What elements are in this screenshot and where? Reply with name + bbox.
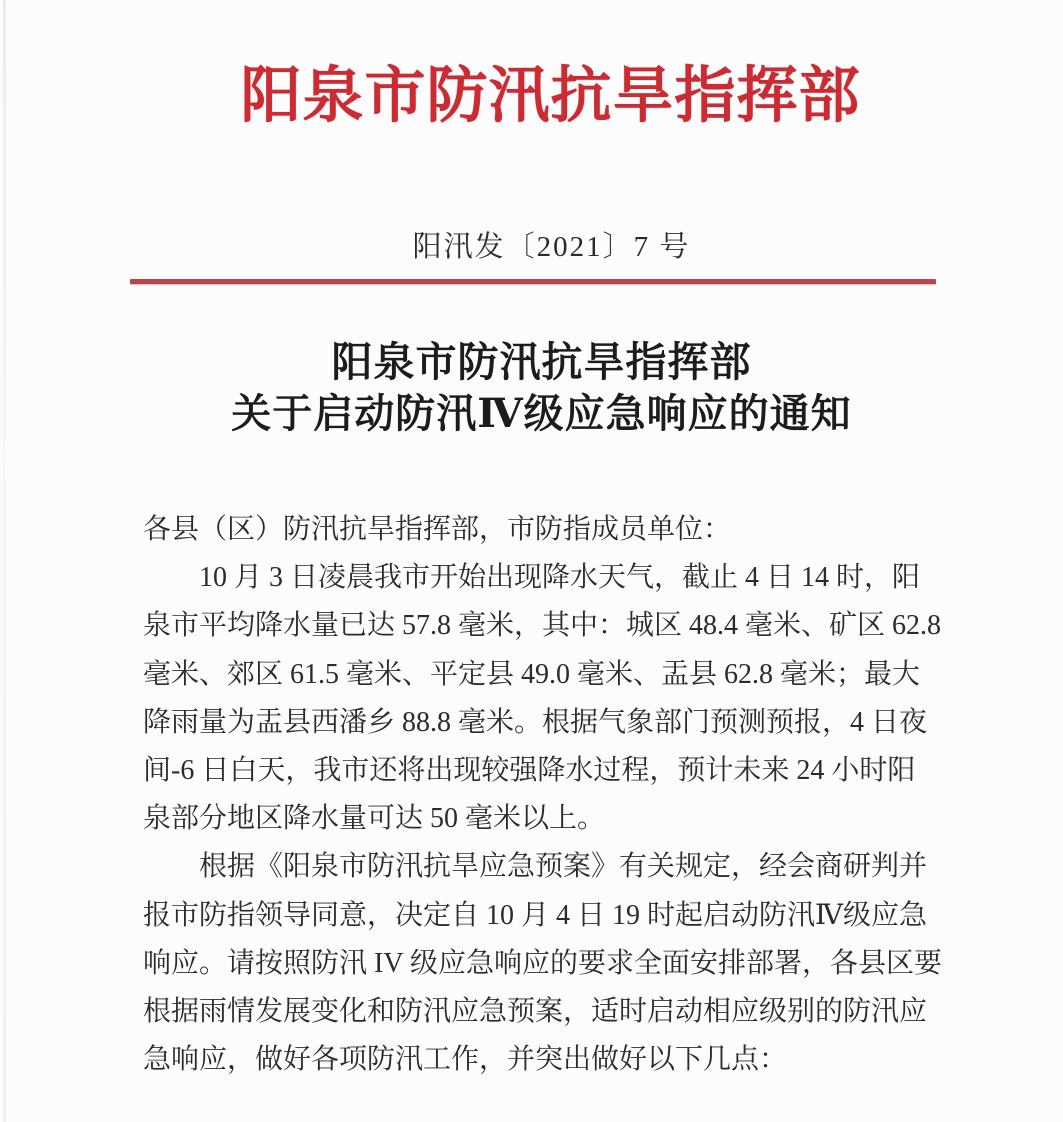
body-line-salutation: 各县（区）防汛抗旱指挥部，市防指成员单位： [143, 514, 732, 545]
body-line: 间-6 日白天，我市还将出现较强降水过程，预计未来 24 小时阳 [143, 755, 916, 787]
notice-title-line2: 关于启动防汛Ⅳ级应急响应的通知 [231, 391, 852, 436]
scan-edge-artifact [3, 0, 6, 1122]
body-line: 降雨量为盂县西潘乡 88.8 毫米。根据气象部门预测预报，4 日夜 [143, 706, 928, 738]
notice-title-line1: 阳泉市防汛抗旱指挥部 [331, 339, 752, 385]
notice-title [10, 336, 1063, 440]
red-divider-line [130, 279, 936, 284]
letterhead-title: 阳泉市防汛抗旱指挥部 [240, 63, 861, 130]
body-line: 报市防指领导同意，决定自 10 月 4 日 19 时起启动防汛Ⅳ级应急 [143, 899, 927, 931]
body-line: 泉市平均降水量已达 57.8 毫米，其中：城区 48.4 毫米、矿区 62.8 [143, 610, 942, 642]
body-line: 毫米、郊区 61.5 毫米、平定县 49.0 毫米、盂县 62.8 毫米；最大 [143, 658, 921, 690]
body-line: 响应。请按照防汛 IV 级应急响应的要求全面安排部署，各县区要 [143, 947, 943, 979]
body-line: 泉部分地区降水量可达 50 毫米以上。 [143, 803, 606, 835]
body-line: 急响应，做好各项防汛工作，并突出做好以下几点： [143, 1044, 788, 1076]
notice-body [143, 506, 943, 1084]
body-line: 根据《阳泉市防汛抗旱应急预案》有关规定，经会商研判并 [199, 851, 928, 883]
document-number: 阳汛发〔2021〕7 号 [412, 231, 691, 263]
body-line: 根据雨情发展变化和防汛应急预案，适时启动相应级别的防汛应 [143, 996, 928, 1028]
body-line: 10 月 3 日凌晨我市开始出现降水天气，截止 4 日 14 时，阳 [199, 562, 921, 594]
